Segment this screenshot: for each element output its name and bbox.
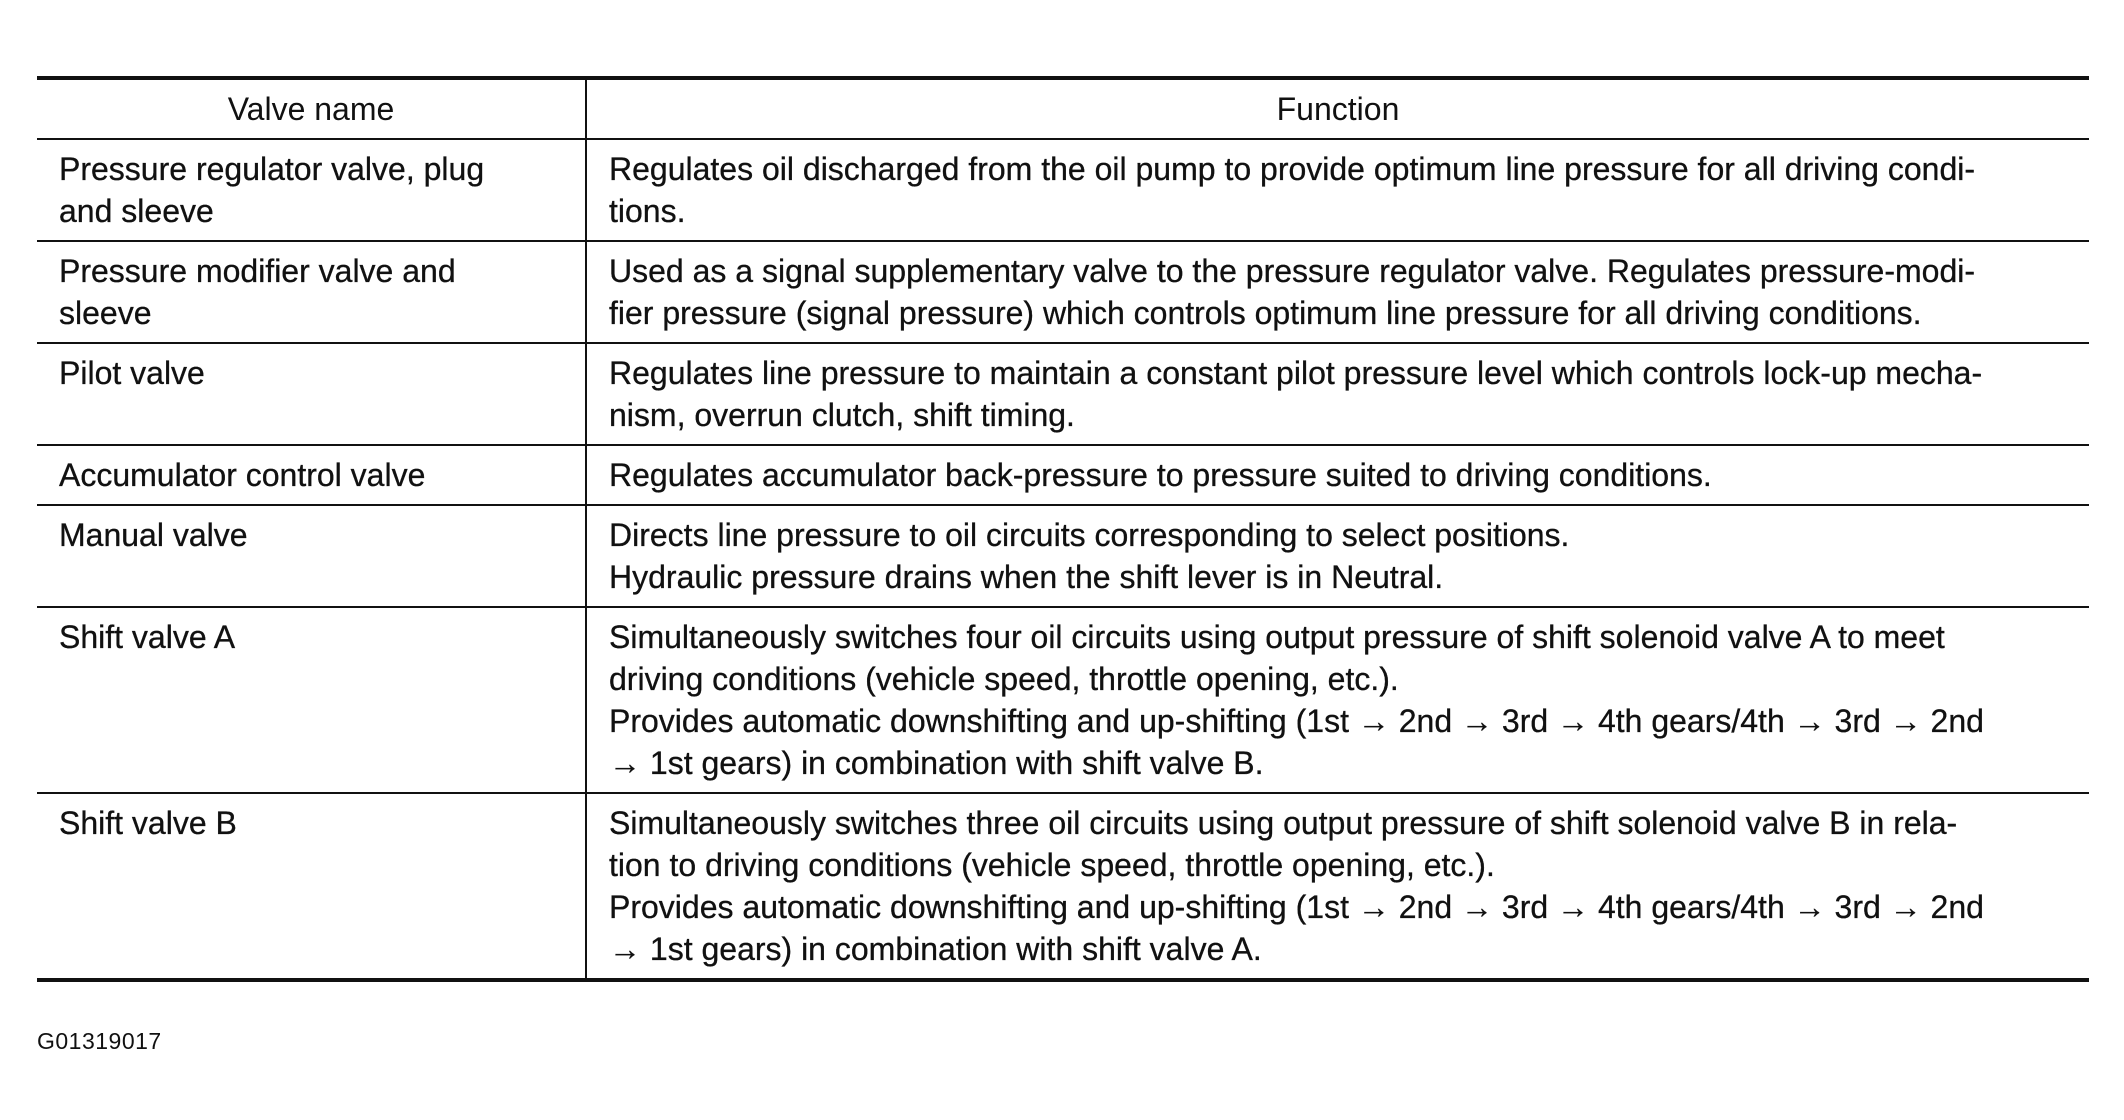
function-line: Provides automatic downshifting and up-shifting (1st → 2nd → 3rd → 4th gears/4th → 3rd → 2nd [609, 889, 1984, 925]
function-cell [586, 445, 2089, 505]
figure-id: G01319017 [37, 1028, 162, 1054]
valve-name-line: Pressure modifier valve and [59, 253, 456, 289]
header-valve-name: Valve name [37, 78, 586, 139]
valve-name-cell [37, 607, 586, 793]
valve-name-cell [37, 445, 586, 505]
valve-name-line: and sleeve [59, 193, 214, 229]
valve-name-cell [37, 505, 586, 607]
function-line: → 1st gears) in combination with shift valve A. [609, 931, 1262, 967]
valve-name-cell [37, 343, 586, 445]
valve-name-line: Shift valve B [59, 805, 237, 841]
header-row [37, 78, 2089, 139]
function-cell [586, 139, 2089, 241]
valve-name-line: Shift valve A [59, 619, 236, 655]
valve-name-line: Pressure regulator valve, plug [59, 151, 485, 187]
function-line: Regulates accumulator back-pressure to pressure suited to driving conditions. [609, 457, 1712, 493]
function-cell [586, 241, 2089, 343]
function-line: Used as a signal supplementary valve to the pressure regulator valve. Regulates pressure-modi- [609, 253, 1976, 289]
function-cell [586, 607, 2089, 793]
function-line: Simultaneously switches three oil circuits using output pressure of shift solenoid valve B in rela- [609, 805, 1958, 841]
function-line: Directs line pressure to oil circuits corresponding to select positions. [609, 517, 1570, 553]
table-row [37, 139, 2089, 241]
table-row [37, 607, 2089, 793]
table-header [37, 78, 2089, 139]
table-row [37, 445, 2089, 505]
function-cell [586, 793, 2089, 980]
valve-name-line: Accumulator control valve [59, 457, 426, 493]
valve-name-cell [37, 793, 586, 980]
valve-name-line: sleeve [59, 295, 152, 331]
function-line: tion to driving conditions (vehicle speed, throttle opening, etc.). [609, 847, 1495, 883]
function-line: nism, overrun clutch, shift timing. [609, 397, 1075, 433]
table-row [37, 241, 2089, 343]
function-line: fier pressure (signal pressure) which controls optimum line pressure for all driving conditions. [609, 295, 1922, 331]
function-line: Regulates oil discharged from the oil pump to provide optimum line pressure for all driving condi- [609, 151, 1975, 187]
function-line: driving conditions (vehicle speed, throttle opening, etc.). [609, 661, 1399, 697]
table-body [37, 139, 2089, 980]
function-line: Provides automatic downshifting and up-shifting (1st → 2nd → 3rd → 4th gears/4th → 3rd → 2nd [609, 703, 1984, 739]
table-row [37, 343, 2089, 445]
function-line: tions. [609, 193, 686, 229]
valve-name-line: Pilot valve [59, 355, 205, 391]
valve-name-line: Manual valve [59, 517, 248, 553]
valve-name-cell [37, 139, 586, 241]
function-cell [586, 343, 2089, 445]
valve-name-cell [37, 241, 586, 343]
table-row [37, 793, 2089, 980]
header-function: Function [586, 78, 2089, 139]
valve-function-table [37, 76, 2089, 982]
function-cell [586, 505, 2089, 607]
table-row [37, 505, 2089, 607]
function-line: Regulates line pressure to maintain a constant pilot pressure level which controls lock-up mecha- [609, 355, 1983, 391]
function-line: Simultaneously switches four oil circuits using output pressure of shift solenoid valve A to meet [609, 619, 1945, 655]
function-line: Hydraulic pressure drains when the shift lever is in Neutral. [609, 559, 1444, 595]
function-line: → 1st gears) in combination with shift valve B. [609, 745, 1264, 781]
